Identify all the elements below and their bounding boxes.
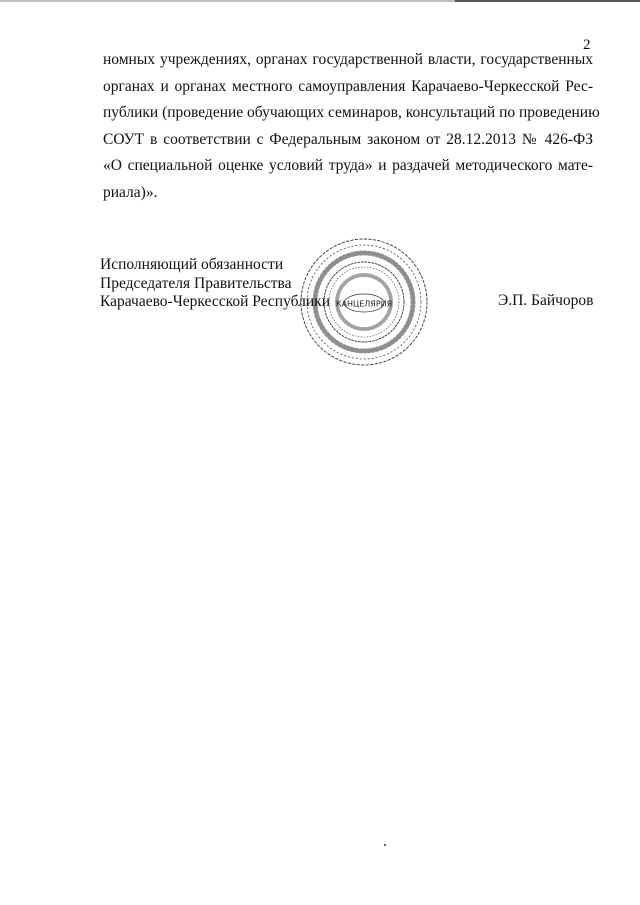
- position-line: Председателя Правительства: [100, 274, 292, 292]
- position-line: Карачаево-Черкесской Республики: [100, 293, 330, 310]
- paragraph-line: публики (проведение обучающих семинаров, консультаций по проведению: [103, 104, 600, 121]
- paragraph-line: «О специальной оценке условий труда» и раздачей методического мате-: [103, 157, 593, 174]
- signer-name: Э.П. Байчоров: [498, 292, 594, 309]
- signatory-position: [100, 256, 330, 312]
- stamp-center-text: КАНЦЕЛЯРИЯ: [335, 299, 393, 309]
- paragraph-line: номных учреждениях, органах государственной власти, государственных: [103, 51, 593, 68]
- paragraph-line: риала)».: [103, 183, 158, 201]
- scan-dot: [384, 844, 386, 846]
- top-edge-rule-dark: [455, 0, 640, 2]
- body-paragraph: [103, 47, 600, 206]
- paragraph-line: органах и органах местного самоуправления Карачаево-Черкесской Рес-: [103, 77, 593, 95]
- paragraph-line: СОУТ в соответствии с Федеральным законом от 28.12.2013 № 426-ФЗ: [103, 130, 593, 148]
- position-line: Исполняющий обязанности: [100, 256, 284, 273]
- page-number: 2: [583, 37, 591, 53]
